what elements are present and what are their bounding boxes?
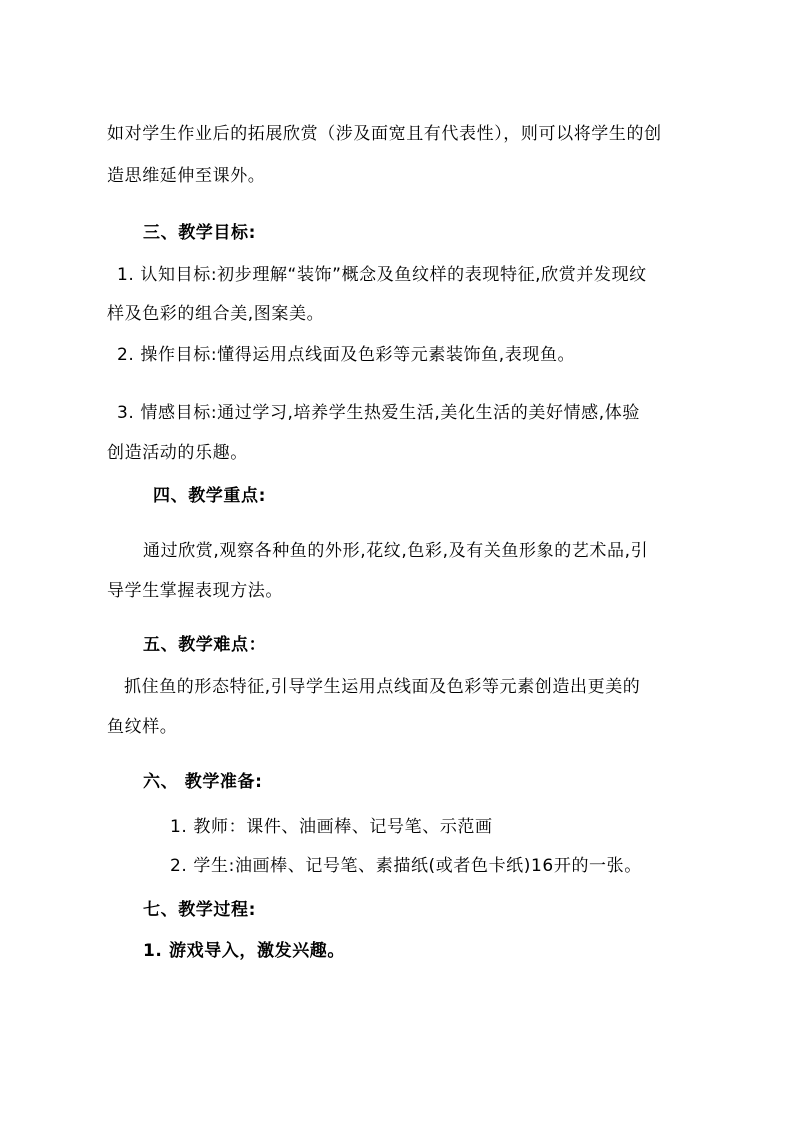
intro-line-1: 如对学生作业后的拓展欣赏（涉及面宽且有代表性），则可以将学生的创 [107,124,662,144]
prep-item-student: 2. 学生:油画棒、记号笔、素描纸(或者色卡纸)16开的一张。 [170,856,642,876]
section-3-heading: 三、教学目标: [143,223,256,243]
goal-1-line-2: 样及色彩的组合美,图案美。 [107,304,325,324]
section-4-line-2: 导学生掌握表现方法。 [107,581,283,601]
section-5-heading: 五、教学难点： [143,635,267,655]
goal-1-line-1: 1. 认知目标:初步理解“装饰”概念及鱼纹样的表现特征,欣赏并发现纹 [117,265,647,285]
section-4-heading: 四、教学重点: [153,486,266,506]
process-step-1: 1. 游戏导入，激发兴趣。 [143,941,346,961]
section-7-heading: 七、教学过程: [143,900,256,920]
intro-line-2: 造思维延伸至课外。 [107,166,266,186]
section-6-heading: 六、 教学准备: [143,772,263,792]
goal-2: 2. 操作目标:懂得运用点线面及色彩等元素装饰鱼,表现鱼。 [117,345,576,365]
section-4-line-1: 通过欣赏,观察各种鱼的外形,花纹,色彩,及有关鱼形象的艺术品,引 [143,541,649,561]
goal-3-line-1: 3. 情感目标:通过学习,培养学生热爱生活,美化生活的美好情感,体验 [117,403,640,423]
prep-item-teacher: 1. 教师：课件、油画棒、记号笔、示范画 [170,817,493,837]
goal-3-line-2: 创造活动的乐趣。 [107,443,248,463]
section-5-line-1: 抓住鱼的形态特征,引导学生运用点线面及色彩等元素创造出更美的 [124,677,641,697]
section-5-line-2: 鱼纹样。 [107,717,178,737]
